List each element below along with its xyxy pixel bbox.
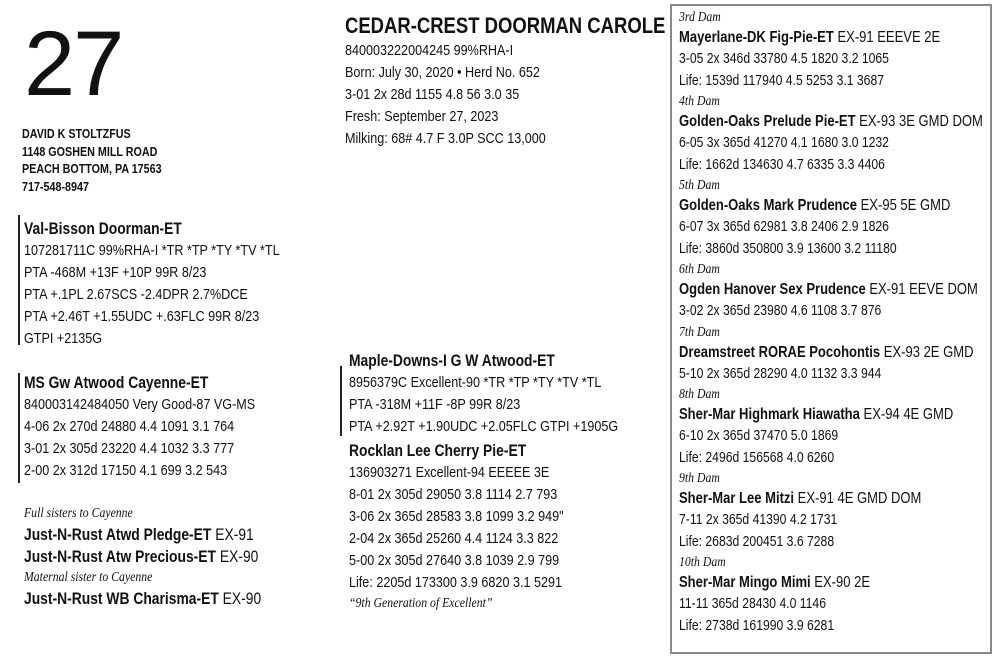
- dam-label: 3rd Dam: [679, 10, 721, 25]
- dam-line: 4-06 2x 270d 24880 4.4 1091 3.1 764: [24, 418, 235, 435]
- dam-entry-line: Life: 2496d 156568 4.0 6260: [679, 449, 835, 466]
- dam-entry-name: Mayerlane-DK Fig-Pie-ET: [679, 29, 834, 46]
- sire-line: PTA -468M +13F +10P 99R 8/23: [24, 264, 207, 281]
- consignor-info: [22, 126, 162, 196]
- dam-entry: [679, 323, 983, 386]
- dam-entry-name: Golden-Oaks Prelude Pie-ET: [679, 113, 856, 130]
- dam-entry-name: Sher-Mar Lee Mitzi: [679, 490, 795, 507]
- dam-sire-name: Maple-Downs-I G W Atwood-ET: [349, 352, 555, 370]
- granddam-line: 5-00 2x 305d 27640 3.8 1039 2.9 799: [349, 552, 560, 569]
- granddam-line: 8-01 2x 305d 29050 3.8 1114 2.7 793: [349, 486, 558, 503]
- dam-sire-block: [349, 350, 618, 438]
- cow-record: 3-01 2x 28d 1155 4.8 56 3.0 35: [345, 86, 520, 103]
- granddam-name: Rocklan Lee Cherry Pie-ET: [349, 442, 527, 460]
- sire-line: GTPI +2135G: [24, 330, 103, 347]
- cow-header: [345, 12, 665, 150]
- sister-name: Just-N-Rust WB Charisma-ET: [24, 590, 219, 608]
- dam-entry-line: Life: 1539d 117940 4.5 5253 3.1 3687: [679, 72, 884, 89]
- dam-label: 9th Dam: [679, 471, 720, 486]
- cow-name: CEDAR-CREST DOORMAN CAROLE: [345, 13, 666, 38]
- dam-entry-line: Life: 3860d 350800 3.9 13600 3.2 11180: [679, 240, 897, 257]
- dam-sire-line: PTA +2.92T +1.90UDC +2.05FLC GTPI +1905G: [349, 418, 619, 435]
- granddam-line: 3-06 2x 365d 28583 3.8 1099 3.2 949": [349, 508, 564, 525]
- cow-reg: 840003222004245 99%RHA-I: [345, 42, 514, 59]
- consignor-name: DAVID K STOLTZFUS: [22, 127, 131, 141]
- dam-label: 4th Dam: [679, 94, 720, 109]
- sire-line: PTA +2.46T +1.55UDC +.63FLC 99R 8/23: [24, 308, 260, 325]
- dam-entry-line: Life: 2683d 200451 3.6 7288: [679, 533, 835, 550]
- dam-entry: [679, 260, 983, 323]
- cow-fresh: Fresh: September 27, 2023: [345, 108, 499, 125]
- granddam-line: 136903271 Excellent-94 EEEEE 3E: [349, 464, 550, 481]
- sister-name: Just-N-Rust Atw Precious-ET: [24, 548, 217, 566]
- sisters-heading: Maternal sister to Cayenne: [24, 570, 153, 585]
- dam-line: 840003142484050 Very Good-87 VG-MS: [24, 396, 256, 413]
- dam-entry-line: 6-05 3x 365d 41270 4.1 1680 3.0 1232: [679, 135, 889, 151]
- sire-line: 107281711C 99%RHA-I *TR *TP *TY *TV *TL: [24, 242, 280, 259]
- consignor-city: PEACH BOTTOM, PA 17563: [22, 162, 162, 176]
- granddam-block: [349, 440, 564, 614]
- dam-bracket: [18, 373, 20, 483]
- dam-label: 8th Dam: [679, 387, 720, 402]
- sister-score: EX-90: [222, 590, 262, 608]
- dam-entry-line: 11-11 365d 28430 4.0 1146: [679, 596, 826, 612]
- dam-sire-line: 8956379C Excellent-90 *TR *TP *TY *TV *TL: [349, 374, 602, 391]
- granddam-line: 2-04 2x 365d 25260 4.4 1124 3.3 822: [349, 530, 559, 547]
- dam-entry: [679, 92, 983, 176]
- dam-entry: [679, 176, 983, 260]
- dam-sire-bracket: [340, 366, 342, 436]
- sisters-block: [24, 504, 261, 610]
- dam-entry-score: EX-95 5E GMD: [860, 197, 951, 214]
- lot-number: 27: [24, 13, 123, 115]
- sire-bracket: [18, 215, 20, 345]
- sisters-heading: Full sisters to Cayenne: [24, 506, 133, 521]
- cow-milking: Milking: 68# 4.7 F 3.0P SCC 13,000: [345, 130, 546, 147]
- dam-entry-line: Life: 2738d 161990 3.9 6281: [679, 617, 835, 634]
- sire-line: PTA +.1PL 2.67SCS -2.4DPR 2.7%DCE: [24, 286, 248, 303]
- consignor-address: 1148 GOSHEN MILL ROAD: [22, 144, 158, 159]
- dam-entry-name: Ogden Hanover Sex Prudence: [679, 281, 866, 298]
- dam-label: 5th Dam: [679, 178, 720, 193]
- dam-entry-name: Sher-Mar Highmark Hiawatha: [679, 406, 860, 423]
- dam-label: 10th Dam: [679, 555, 726, 570]
- granddam-note: “9th Generation of Excellent”: [349, 596, 493, 611]
- dam-entry-line: 6-07 3x 365d 62981 3.8 2406 2.9 1826: [679, 219, 889, 235]
- dam-entry-score: EX-91 EEVE DOM: [869, 281, 978, 298]
- dam-entry-score: EX-93 3E GMD DOM: [859, 113, 983, 130]
- dam-entry: [679, 553, 983, 637]
- dam-line: 3-01 2x 305d 23220 4.4 1032 3.3 777: [24, 440, 235, 457]
- dam-entry: [679, 469, 983, 553]
- dam-entry-line: 3-05 2x 346d 33780 4.5 1820 3.2 1065: [679, 51, 889, 67]
- dam-sire-line: PTA -318M +11F -8P 99R 8/23: [349, 396, 521, 413]
- dam-entry-name: Sher-Mar Mingo Mimi: [679, 574, 811, 591]
- dam-name: MS Gw Atwood Cayenne-ET: [24, 374, 209, 392]
- dam-label: 6th Dam: [679, 262, 720, 277]
- granddam-line: Life: 2205d 173300 3.9 6820 3.1 5291: [349, 574, 563, 591]
- dam-entry-score: EX-94 4E GMD: [863, 406, 954, 423]
- sire-name: Val-Bisson Doorman-ET: [24, 220, 182, 238]
- dam-entry-score: EX-91 4E GMD DOM: [797, 490, 922, 507]
- cow-born: Born: July 30, 2020 • Herd No. 652: [345, 64, 540, 81]
- dam-entry-score: EX-91 EEEVE 2E: [837, 29, 941, 46]
- sister-score: EX-91: [215, 526, 254, 544]
- dam-label: 7th Dam: [679, 324, 720, 340]
- dam-line: 2-00 2x 312d 17150 4.1 699 3.2 543: [24, 462, 228, 479]
- dam-entry-name: Golden-Oaks Mark Prudence: [679, 197, 858, 214]
- dam-entry-line: Life: 1662d 134630 4.7 6335 3.3 4406: [679, 156, 885, 173]
- dam-entry-line: 7-11 2x 365d 41390 4.2 1731: [679, 512, 838, 528]
- dam-entry-score: EX-90 2E: [814, 574, 871, 591]
- maternal-pedigree: [679, 8, 983, 637]
- dam-entry: [679, 385, 983, 469]
- dam-block: [24, 372, 255, 482]
- dam-entry-line: 6-10 2x 365d 37470 5.0 1869: [679, 428, 839, 444]
- dam-entry: [679, 8, 983, 92]
- dam-entry-line: 5-10 2x 365d 28290 4.0 1132 3.3 944: [679, 365, 882, 382]
- sister-name: Just-N-Rust Atwd Pledge-ET: [24, 526, 212, 544]
- sister-score: EX-90: [219, 548, 259, 566]
- dam-entry-line: 3-02 2x 365d 23980 4.6 1108 3.7 876: [679, 303, 882, 319]
- dam-entry-name: Dreamstreet RORAE Pocohontis: [679, 343, 881, 361]
- dam-entry-score: EX-93 2E GMD: [883, 343, 974, 361]
- consignor-phone: 717-548-8947: [22, 179, 89, 194]
- sire-block: [24, 218, 280, 350]
